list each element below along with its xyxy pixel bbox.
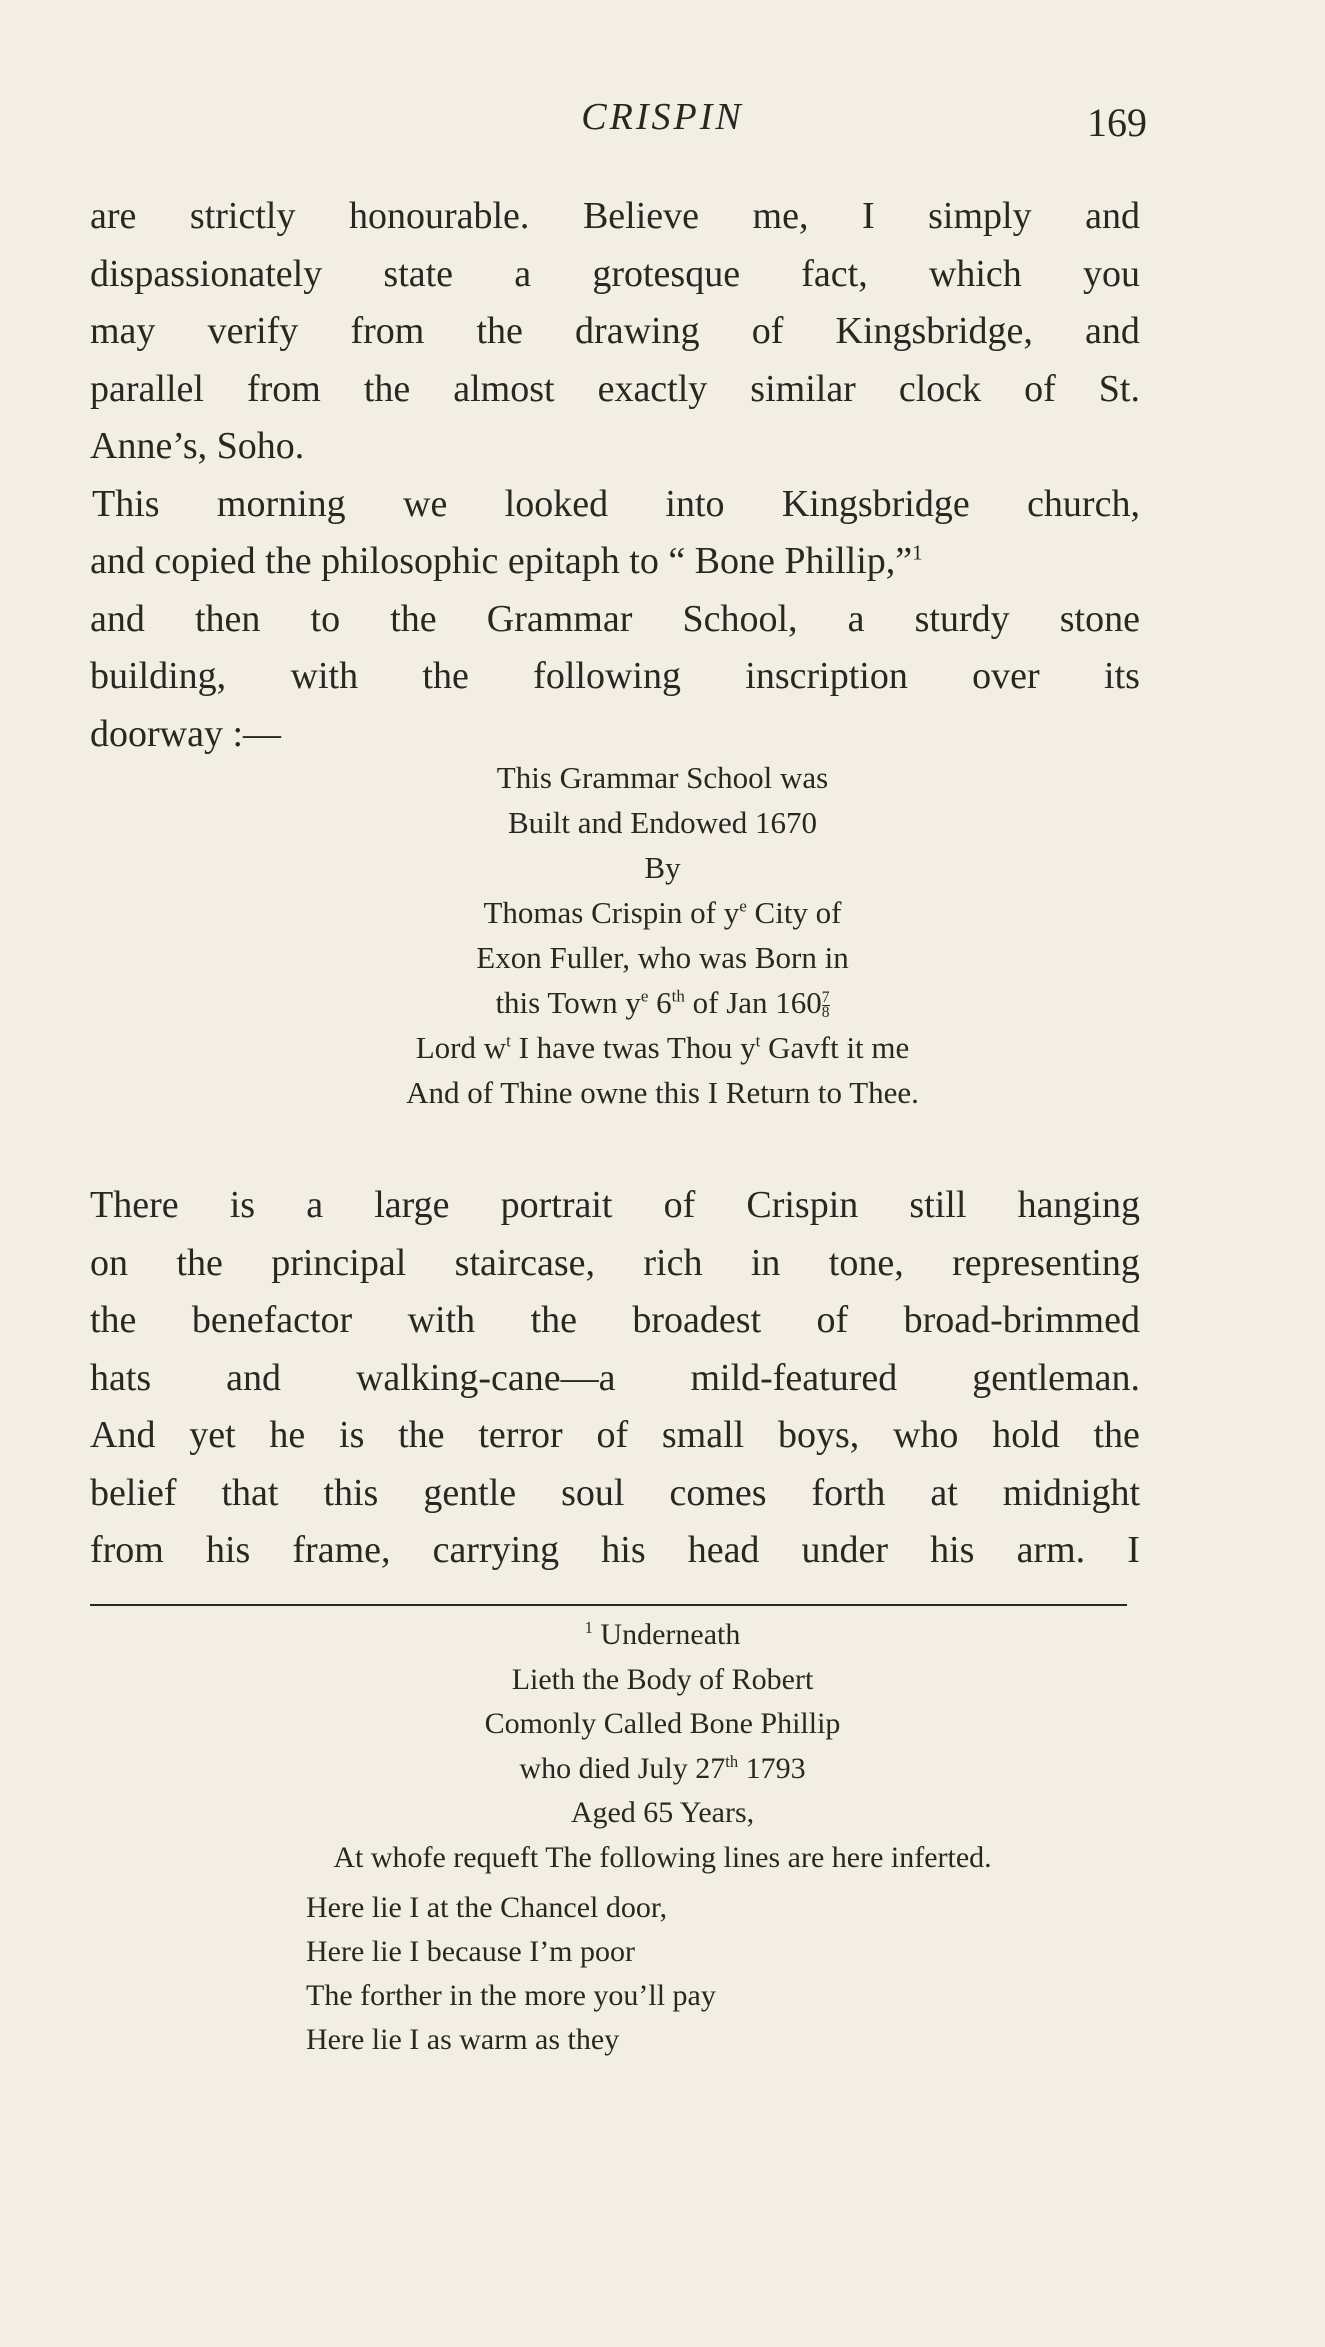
text-line [90,1350,1140,1408]
poem-line: Here lie I because I’m poor [306,1935,636,1968]
word: head [687,1529,760,1571]
page-header [0,95,1325,151]
word: School, [682,597,798,640]
word: on [90,1241,128,1284]
word: terror [478,1414,563,1456]
word: a [306,1184,324,1226]
word: Grammar [486,597,633,640]
word: a [514,252,532,295]
text-line [90,533,1140,591]
epitaph-poem [306,1886,716,2062]
text-line [90,1522,1140,1580]
superscript: th [725,1751,739,1771]
word: his [601,1529,646,1571]
word: small [661,1414,745,1456]
poem-line: Here lie I at the Chancel door, [306,1891,668,1924]
inscription-line: By [644,850,681,885]
superscript: th [671,986,685,1006]
word: I [1127,1529,1140,1571]
text-line-content [90,533,923,591]
text-line-content: doorway :— [90,712,282,755]
word: the [90,1299,137,1341]
inscription-text: Thomas Crispin of y [483,895,740,930]
text-line [90,303,1140,361]
text-line [90,476,1140,534]
word: is [339,1414,365,1456]
word: There [90,1184,179,1226]
text-line [90,1465,1140,1523]
word: of [816,1299,849,1341]
footnote-line: Aged 65 Years, [570,1796,755,1829]
poem-line: Here lie I as warm as they [306,2023,620,2056]
word: of [663,1184,696,1226]
word: church, [1027,482,1140,525]
poem-line: The forther in the more you’ll pay [306,1979,716,2012]
word: representing [952,1241,1140,1284]
word: hanging [1017,1184,1140,1226]
inscription-line: And of Thine owne this I Return to Thee. [406,1075,919,1110]
word: of [751,310,784,352]
word: comes [669,1471,767,1514]
word: may [90,310,156,352]
fraction-numerator: 7 [821,988,830,1006]
word: arm. [1016,1529,1086,1571]
word: and [1085,195,1140,237]
word: yet [189,1414,236,1456]
word: the [476,310,523,352]
page-number: 169 [1087,100,1147,145]
word: the [422,655,469,697]
word: this [323,1471,379,1514]
word: a [847,597,865,640]
word: hats [90,1356,152,1399]
word: Believe [582,195,699,237]
inscription-line: This Grammar School was [496,760,829,795]
word: staircase, [454,1241,595,1284]
body-text-lower [90,1177,1140,1580]
word: then [194,597,261,640]
word: and [1085,310,1140,352]
word: who [892,1414,959,1456]
word: under [801,1529,889,1571]
word: strictly [189,195,296,237]
superscript: t [506,1031,511,1051]
running-head: CRISPIN [581,96,744,138]
word: its [1104,655,1140,697]
word: to [310,597,341,640]
text-line-content: Anne’s, Soho. [90,425,305,467]
word: midnight [1002,1471,1140,1514]
word: morning [216,482,346,525]
word: and [90,597,145,640]
text-line [90,1407,1140,1465]
word: Kingsbridge, [835,310,1033,352]
inscription-text: 6 [648,985,672,1020]
inscription-text: Gavft it me [760,1030,910,1065]
year-fraction [821,988,830,1022]
word: is [229,1184,256,1226]
word: portrait [500,1184,613,1226]
word: large [374,1184,450,1226]
text-line [90,1235,1140,1293]
word: drawing [575,310,700,352]
epitaph-reference-text: and copied the philosophic epitaph to “ Bone Phillip,” [90,540,913,582]
word: you [1083,252,1140,295]
word: inscription [745,655,908,697]
word: and [226,1356,282,1399]
footnote-line [0,1613,1325,1658]
footnote-line: Lieth the Body of Robert [511,1662,814,1696]
body-text-upper [90,188,1140,763]
inscription-text: City of [746,895,842,930]
word: looked [504,482,609,525]
word: building, [90,655,227,697]
footnote [0,1613,1325,1880]
word: forth [811,1471,886,1514]
footnote-divider [90,1604,1127,1606]
word: walking-cane—a [355,1356,616,1399]
superscript: t [755,1031,761,1051]
word: And [90,1414,156,1456]
word: broad-brimmed [903,1299,1140,1341]
word: gentle [423,1471,517,1514]
word: in [750,1241,781,1284]
word: with [407,1299,476,1341]
text-line [90,591,1140,649]
word: that [221,1471,279,1514]
word: of [596,1414,629,1456]
footnote-line: Comonly Called Bone Phillip [484,1707,841,1740]
text-line [90,188,1140,246]
inscription-text: Lord w [415,1030,507,1065]
word: from [350,310,425,352]
word: Kingsbridge [781,482,970,525]
word: verify [207,310,299,352]
word: belief [90,1471,177,1514]
word: mild-featured [690,1356,898,1399]
word: rich [643,1241,703,1284]
fraction-denominator: 8 [821,1004,830,1022]
word: are [90,195,137,237]
word: frame, [292,1529,391,1571]
text-line [90,246,1140,304]
word: his [205,1529,251,1571]
word: Crispin [746,1184,859,1226]
text-line [90,1292,1140,1350]
word: following [533,655,681,697]
word: clock [898,367,982,410]
text-line [90,361,1140,419]
text-line [90,1177,1140,1235]
inscription-line [0,890,1325,935]
word: simply [928,195,1032,237]
word: fact, [801,252,868,295]
inscription-line: Exon Fuller, who was Born in [476,940,849,975]
word: sturdy [914,597,1010,640]
word: into [665,482,725,525]
word: honourable. [348,195,530,237]
word: hold [992,1414,1060,1456]
word: the [530,1299,577,1341]
word: the [390,597,437,640]
word: broadest [632,1299,762,1341]
word: exactly [597,367,708,410]
word: from [90,1529,164,1571]
word: grotesque [592,252,741,295]
word: still [909,1184,967,1226]
text-line [90,418,1140,476]
footnote-marker: 1 [584,1618,593,1637]
word: his [930,1529,975,1571]
word: me, [752,195,809,237]
inscription-line [0,980,1325,1025]
word: principal [271,1241,407,1284]
word: carrying [432,1529,560,1571]
word: the [363,367,411,410]
word: similar [750,367,856,410]
word: state [383,252,454,295]
footnote-text: who died July 27 [519,1751,726,1785]
footnote-line: At whofe requeft The following lines are here inferted. [333,1840,992,1874]
footnote-line [0,1747,1325,1792]
word: stone [1059,597,1140,640]
word: the [1093,1414,1140,1456]
word: which [928,252,1022,295]
word: I [861,195,875,237]
word: with [290,655,359,697]
word: This [92,482,160,525]
text-line [90,648,1140,706]
inscription-line [0,1025,1325,1070]
inscription-text: of Jan 160 [684,985,822,1020]
word: the [398,1414,445,1456]
word: of [1024,367,1056,410]
superscript: e [640,986,649,1006]
word: at [930,1471,958,1514]
word: boys, [777,1414,860,1456]
inscription-text: I have twas Thou y [510,1030,756,1065]
word: dispassionately [90,252,323,295]
word: gentleman. [972,1356,1140,1399]
word: tone, [828,1241,904,1284]
footnote-text: 1793 [738,1751,806,1785]
word: soul [561,1471,625,1514]
word: benefactor [191,1299,353,1341]
word: parallel [90,367,204,410]
word: he [269,1414,306,1456]
doorway-inscription [0,755,1325,1115]
word: almost [453,367,555,410]
word: over [972,655,1040,697]
word: the [176,1241,223,1284]
inscription-text: this Town y [495,985,641,1020]
footnote-reference: 1 [912,540,923,565]
superscript: e [739,896,747,916]
footnote-text: Underneath [600,1618,741,1651]
word: St. [1098,367,1140,410]
word: from [246,367,321,410]
inscription-line: Built and Endowed 1670 [507,805,818,840]
word: we [403,482,448,525]
